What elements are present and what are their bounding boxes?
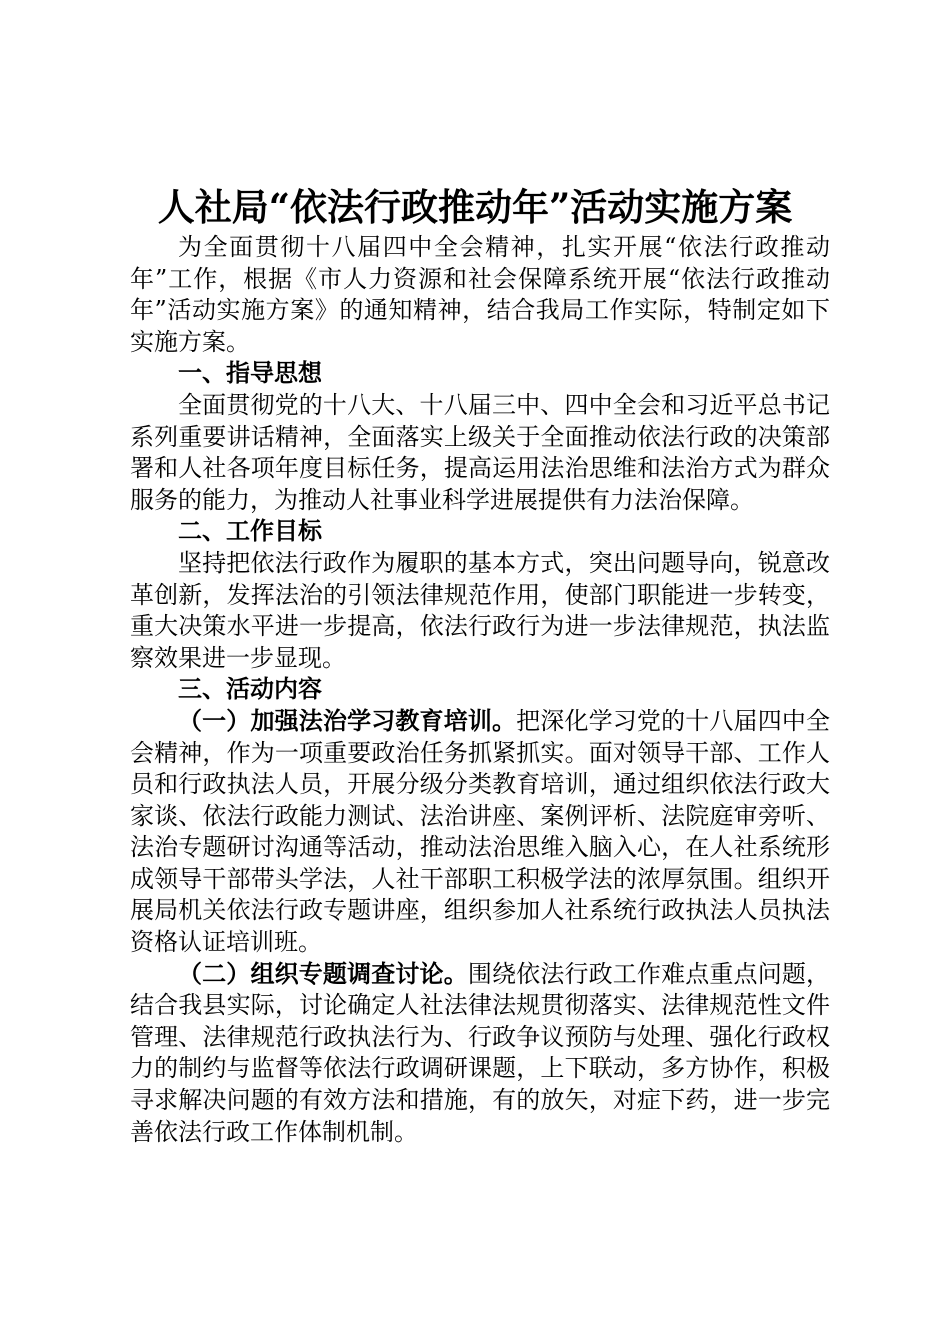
activity-item-lead: （二）组织专题调查讨论。 xyxy=(178,959,468,988)
section-paragraph-guiding-ideology: 全面贯彻党的十八大、十八届三中、四中全会和习近平总书记系列重要讲话精神，全面落实上级关于全面推动依法行政的决策部署和人社各项年度目标任务，提高运用法治思维和法治方式为群众服务的能力，为推动人社事业科学进展提供有力法治保障。 xyxy=(130,390,830,514)
section-paragraph-work-goals: 坚持把依法行政作为履职的基本方式，突出问题导向，锐意改革创新，发挥法治的引领法律规范作用，使部门职能进一步转变，重大决策水平进一步提高，依法行政行为进一步法律规范，执法监察效果进一步显现。 xyxy=(130,548,830,672)
section-heading-activity-content: 三、活动内容 xyxy=(178,675,322,704)
activity-item-research xyxy=(130,959,830,1149)
section-heading-work-goals: 二、工作目标 xyxy=(178,517,322,546)
section-heading-guiding-ideology: 一、指导思想 xyxy=(178,359,322,388)
activity-item-text: 把深化学习党的十八届四中全会精神，作为一项重要政治任务抓紧抓实。面对领导干部、工作人员和行政执法人员，开展分级分类教育培训，通过组织依法行政大家谈、依法行政能力测试、法治讲座、案例评析、法院庭审旁听、法治专题研讨沟通等活动，推动法治思维入脑入心，在人社系统形成领导干部带头学法，人社干部职工积极学法的浓厚氛围。组织开展局机关依法行政专题讲座，组织参加人社系统行政执法人员执法资格认证培训班。 xyxy=(130,706,831,957)
activity-item-lead: （一）加强法治学习教育培训。 xyxy=(178,706,517,735)
intro-paragraph: 为全面贯彻十八届四中全会精神，扎实开展“依法行政推动年”工作，根据《市人力资源和社会保障系统开展“依法行政推动年”活动实施方案》的通知精神，结合我局工作实际，特制定如下实施方案。 xyxy=(130,233,830,356)
activity-item-training xyxy=(130,706,830,959)
document-title: 人社局“依法行政推动年”活动实施方案 xyxy=(157,185,793,229)
document-body xyxy=(130,232,830,1148)
activity-item-text: 围绕依法行政工作难点重点问题，结合我县实际，讨论确定人社法律法规贯彻落实、法律规范性文件管理、法律规范行政执法行为、行政争议预防与处理、强化行政权力的制约与监督等依法行政调研课题，上下联动，多方协作，积极寻求解决问题的有效方法和措施，有的放矢，对症下药，进一步完善依法行政工作体制机制。 xyxy=(130,959,831,1146)
